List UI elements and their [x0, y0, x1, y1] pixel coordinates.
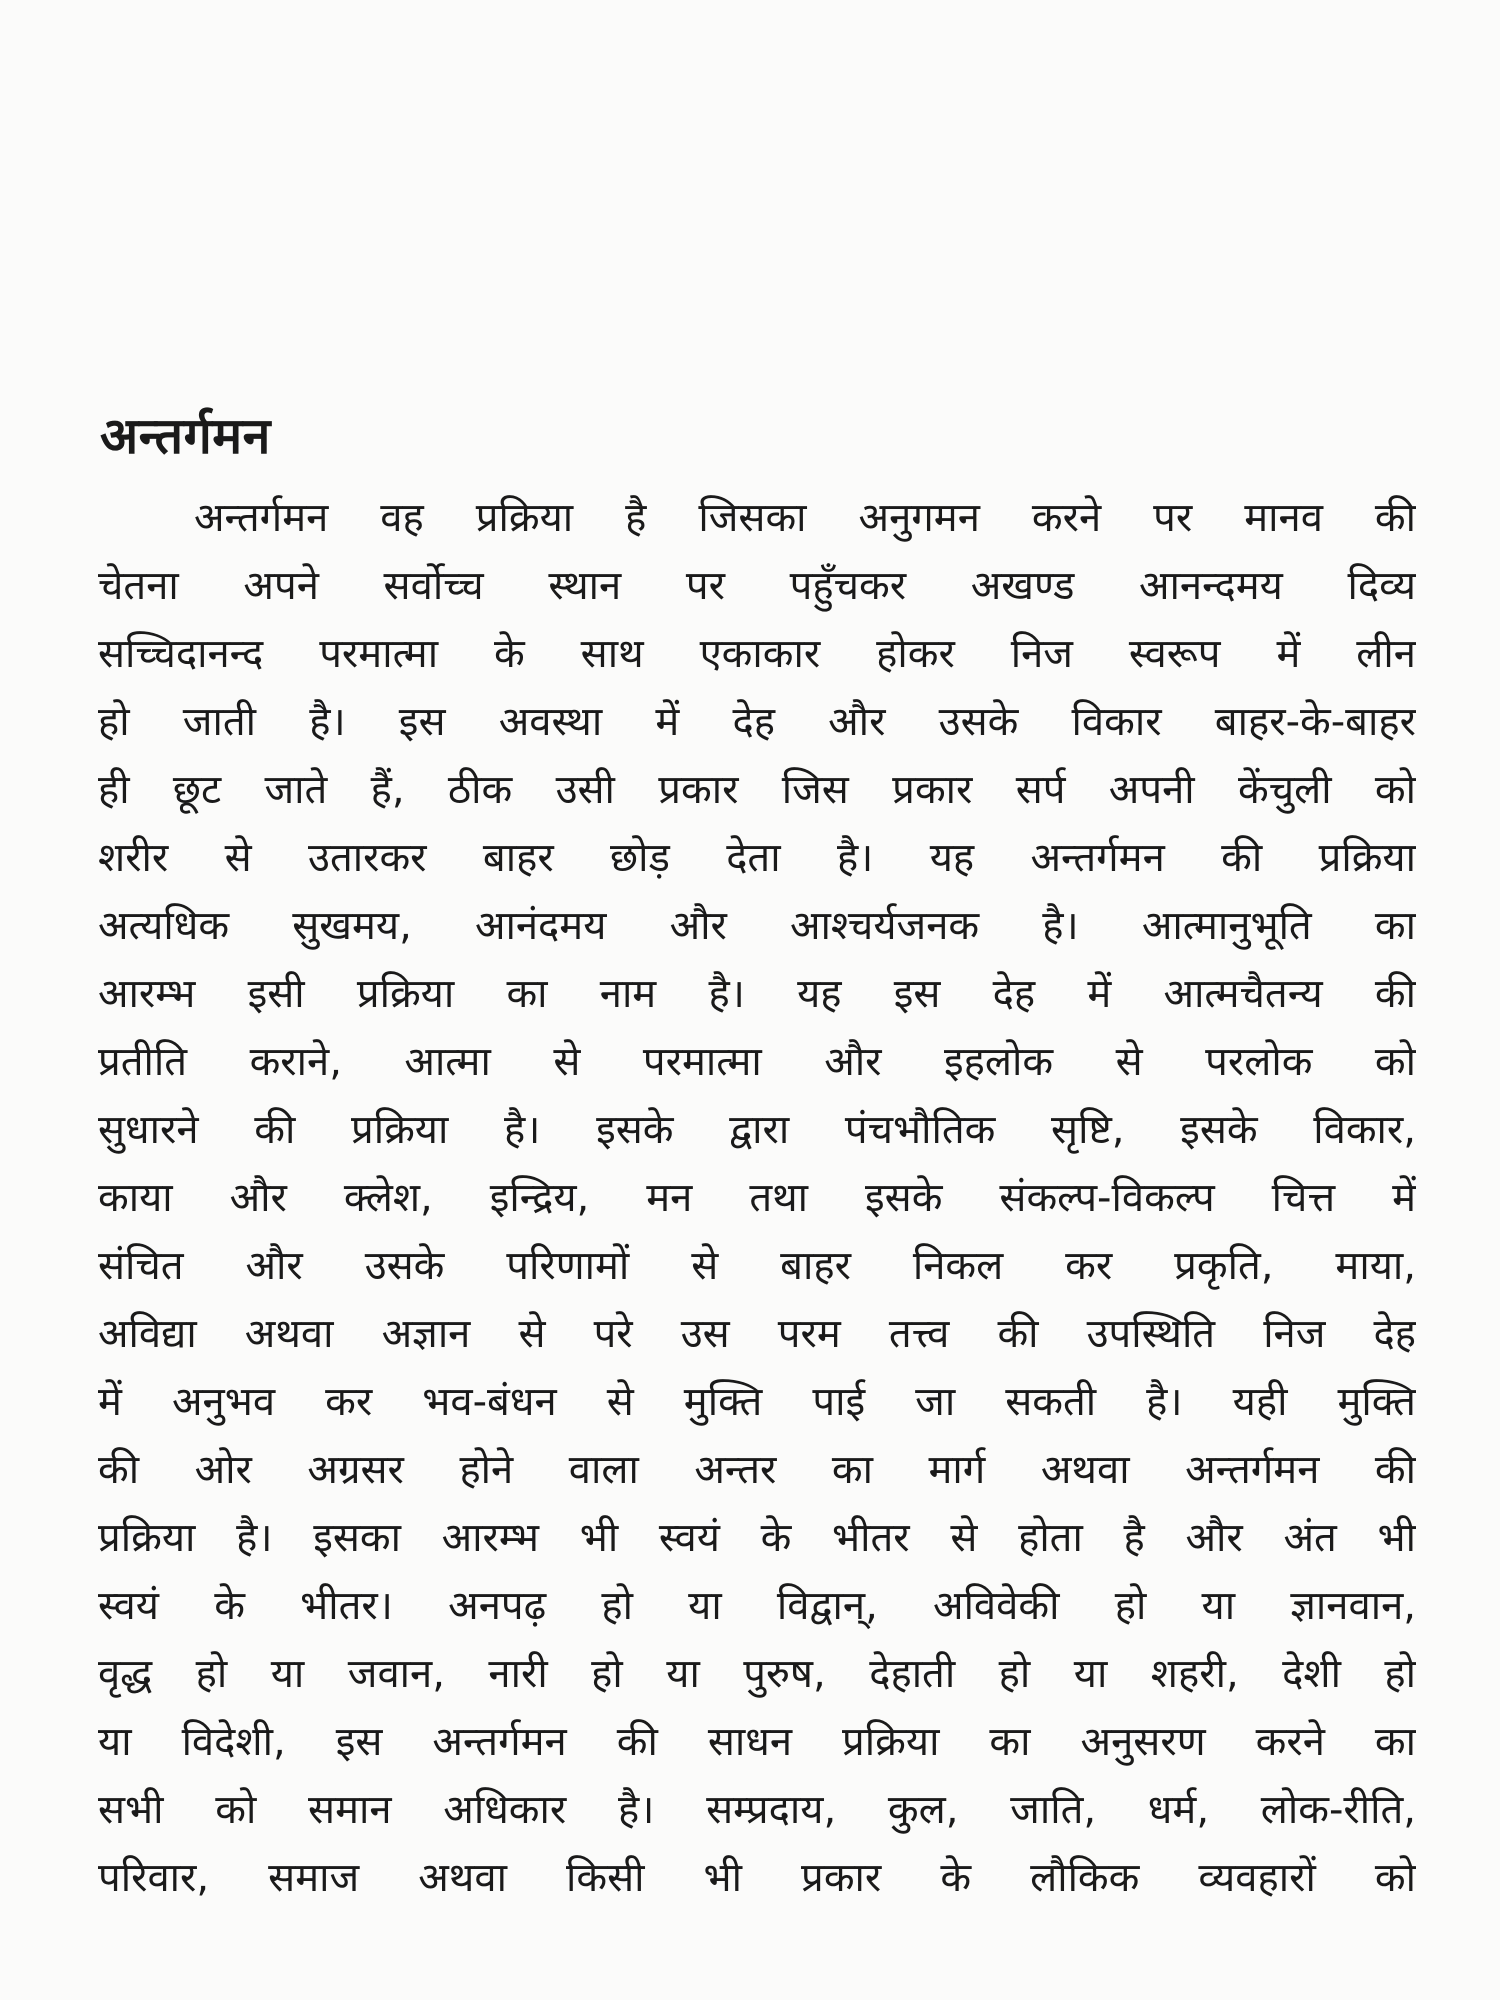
- text-line: सभी को समान अधिकार है। सम्प्रदाय, कुल, जाति, धर्म, लोक-रीति,: [98, 1787, 1416, 1833]
- text-line: अत्यधिक सुखमय, आनंदमय और आश्चर्यजनक है। आत्मानुभूति का: [98, 903, 1416, 949]
- text-line: वृद्ध हो या जवान, नारी हो या पुरुष, देहाती हो या शहरी, देशी हो: [98, 1651, 1416, 1697]
- text-line: परिवार, समाज अथवा किसी भी प्रकार के लौकिक व्यवहारों को: [98, 1855, 1416, 1901]
- text-line: स्वयं के भीतर। अनपढ़ हो या विद्वान्, अविवेकी हो या ज्ञानवान,: [98, 1583, 1416, 1629]
- text-line: अविद्या अथवा अज्ञान से परे उस परम तत्त्व की उपस्थिति निज देह: [98, 1311, 1416, 1357]
- text-line: सुधारने की प्रक्रिया है। इसके द्वारा पंचभौतिक सृष्टि, इसके विकार,: [98, 1107, 1416, 1153]
- body-paragraph: [98, 484, 1416, 1912]
- text-line: ही छूट जाते हैं, ठीक उसी प्रकार जिस प्रकार सर्प अपनी केंचुली को: [98, 767, 1416, 813]
- text-line: सच्चिदानन्द परमात्मा के साथ एकाकार होकर निज स्वरूप में लीन: [98, 631, 1416, 677]
- text-line: अन्तर्गमन वह प्रक्रिया है जिसका अनुगमन करने पर मानव की: [194, 495, 1416, 541]
- text-line: या विदेशी, इस अन्तर्गमन की साधन प्रक्रिया का अनुसरण करने का: [98, 1719, 1416, 1765]
- text-line: काया और क्लेश, इन्द्रिय, मन तथा इसके संकल्प-विकल्प चित्त में: [98, 1175, 1416, 1221]
- text-line: में अनुभव कर भव-बंधन से मुक्ति पाई जा सकती है। यही मुक्ति: [98, 1379, 1416, 1425]
- text-line: संचित और उसके परिणामों से बाहर निकल कर प्रकृति, माया,: [98, 1243, 1416, 1289]
- text-line: प्रतीति कराने, आत्मा से परमात्मा और इहलोक से परलोक को: [98, 1039, 1416, 1085]
- text-line: हो जाती है। इस अवस्था में देह और उसके विकार बाहर-के-बाहर: [98, 699, 1416, 745]
- text-line: चेतना अपने सर्वोच्च स्थान पर पहुँचकर अखण्ड आनन्दमय दिव्य: [98, 563, 1416, 609]
- text-line: आरम्भ इसी प्रक्रिया का नाम है। यह इस देह में आत्मचैतन्य की: [98, 971, 1416, 1017]
- chapter-title: अन्तर्गमन: [100, 407, 271, 465]
- text-line: शरीर से उतारकर बाहर छोड़ देता है। यह अन्तर्गमन की प्रक्रिया: [98, 835, 1416, 881]
- text-line: की ओर अग्रसर होने वाला अन्तर का मार्ग अथवा अन्तर्गमन की: [98, 1447, 1416, 1493]
- text-line: प्रक्रिया है। इसका आरम्भ भी स्वयं के भीतर से होता है और अंत भी: [98, 1515, 1416, 1561]
